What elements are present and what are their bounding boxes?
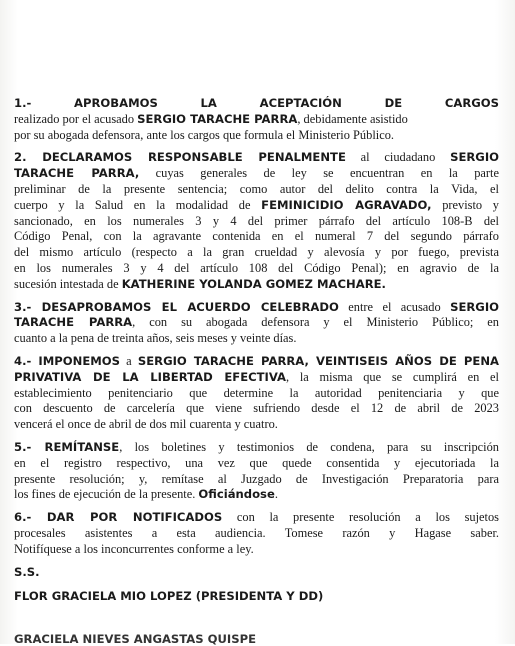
resolution-item-5: [14, 440, 499, 503]
resolution-item-2: [14, 150, 499, 292]
signature-presidenta: FLOR GRACIELA MIO LOPEZ (PRESIDENTA Y DD): [14, 589, 324, 603]
text-run: al ciudadano: [345, 150, 451, 165]
text-line: [14, 542, 499, 558]
bold-text: 3.- DESAPROBAMOS EL ACUERDO CELEBRADO: [14, 299, 339, 314]
text-line: [14, 150, 499, 166]
text-run: en el registro respectivo, una vez que quede consentida y ejecutoriada la: [14, 455, 499, 470]
bold-text: TARACHE PARRA,: [14, 166, 140, 181]
text-run: preliminar de la presente sentencia; como autor del delito contra la Vida, el: [14, 181, 499, 196]
text-run: establecimiento penitenciario que determine la autoridad penitenciaria y que: [14, 385, 499, 400]
signature-second-judge: GRACIELA NIEVES ANGASTAS QUISPE: [14, 632, 257, 646]
bold-text: SERGIO TARACHE PARRA: [137, 111, 298, 126]
text-line: [14, 315, 499, 331]
resolution-body: [14, 96, 499, 580]
bold-text: FEMINICIDIO AGRAVADO,: [261, 197, 432, 212]
text-line: [14, 487, 499, 503]
text-line: [14, 526, 499, 542]
text-run: entre el acusado: [338, 299, 451, 314]
bold-text: SERGIO: [450, 150, 499, 165]
text-line: [14, 417, 499, 433]
text-line: [14, 261, 499, 277]
text-run: previsto y: [431, 197, 499, 212]
text-run: vencerá el once de abril de dos mil cuarenta y cuatro.: [14, 417, 278, 432]
bold-text: 6.- DAR POR NOTIFICADOS: [14, 510, 223, 525]
text-run: realizado por el acusado: [14, 111, 138, 126]
text-line: [14, 245, 499, 261]
text-run: cuyas generales de ley se encuentran en la parte: [139, 166, 499, 181]
text-run: , con su abogada defensora y el Ministerio Público; en: [132, 315, 500, 330]
text-line: [14, 386, 499, 402]
bold-text: SERGIO: [450, 299, 499, 314]
text-line: [14, 440, 499, 456]
text-line: [14, 472, 499, 488]
bold-text: 2. DECLARAMOS RESPONSABLE PENALMENTE: [14, 150, 346, 165]
bold-text: Oficiándose: [198, 487, 275, 502]
resolution-item-3: [14, 300, 499, 347]
text-run: los fines de ejecución de la presente.: [14, 487, 199, 502]
text-run: .: [274, 487, 278, 502]
text-run: con la presente resolución a los sujetos: [222, 510, 499, 525]
text-line: [14, 300, 499, 316]
text-line: [14, 128, 499, 144]
ss-label: S.S.: [14, 564, 40, 579]
bold-text: PRIVATIVA DE LA LIBERTAD EFECTIVA: [14, 369, 287, 384]
text-run: , debidamente asistido: [297, 111, 408, 126]
text-line: [14, 112, 499, 128]
resolution-item-6: [14, 510, 499, 557]
text-run: sucesión intestada de: [14, 276, 122, 291]
text-run: Notifíquese a los inconcurrentes conforme a ley.: [14, 541, 254, 556]
resolution-item-1: [14, 96, 499, 143]
bold-text: TARACHE PARRA: [14, 315, 133, 330]
text-run: por su abogada defensora, ante los cargos que formula el Ministerio Público.: [14, 127, 394, 142]
text-line: [14, 96, 499, 112]
text-run: en los numerales 3 y 4 del artículo 108 del Código Penal); en agravio de la: [14, 260, 499, 275]
text-line: [14, 370, 499, 386]
bold-text: SERGIO TARACHE PARRA, VEINTISEIS AÑOS DE PENA: [137, 353, 499, 368]
text-run: del mismo artículo (respecto a la gran crueldad y alevosía y por fuego, prevista: [14, 245, 499, 260]
text-line: [14, 401, 499, 417]
text-line: [14, 214, 499, 230]
text-run: a: [119, 353, 138, 368]
bold-text: 4.- IMPONEMOS: [14, 353, 120, 368]
text-run: presente resolución; y, remítase al Juzgado de Investigación Preparatoria para: [14, 471, 499, 486]
bold-text: 1.- APROBAMOS LA ACEPTACIÓN DE CARGOS: [14, 96, 499, 110]
text-line: [14, 331, 499, 347]
text-run: sancionado, en los numerales 3 y 4 del primer párrafo del artículo 108-B del: [14, 213, 499, 228]
text-run: cuerpo y la Salud en la modalidad de: [14, 197, 262, 212]
text-line: [14, 456, 499, 472]
text-run: , la misma que se cumplirá en el: [286, 369, 499, 384]
text-line: [14, 354, 499, 370]
text-line: [14, 229, 499, 245]
text-line: [14, 182, 499, 198]
text-run: cuanto a la pena de treinta años, seis meses y veinte días.: [14, 331, 297, 346]
text-line: [14, 166, 499, 182]
text-line: [14, 277, 499, 293]
bold-text: 5.- REMÍTANSE: [14, 439, 120, 454]
bold-text: KATHERINE YOLANDA GOMEZ MACHARE.: [121, 276, 386, 291]
text-run: procesales asistentes a esta audiencia. Tomese razón y Hagase saber.: [14, 525, 499, 540]
text-line: [14, 198, 499, 214]
text-line: [14, 510, 499, 526]
text-run: , los boletines y testimonios de condena, para su inscripción: [119, 439, 499, 454]
text-run: con descuento de carcelería que viene sufriendo desde el 12 de abril de 2023: [14, 401, 499, 416]
text-run: Código Penal, con la agravante contenida en el numeral 7 del segundo párrafo: [14, 229, 499, 244]
resolution-item-4: [14, 354, 499, 433]
